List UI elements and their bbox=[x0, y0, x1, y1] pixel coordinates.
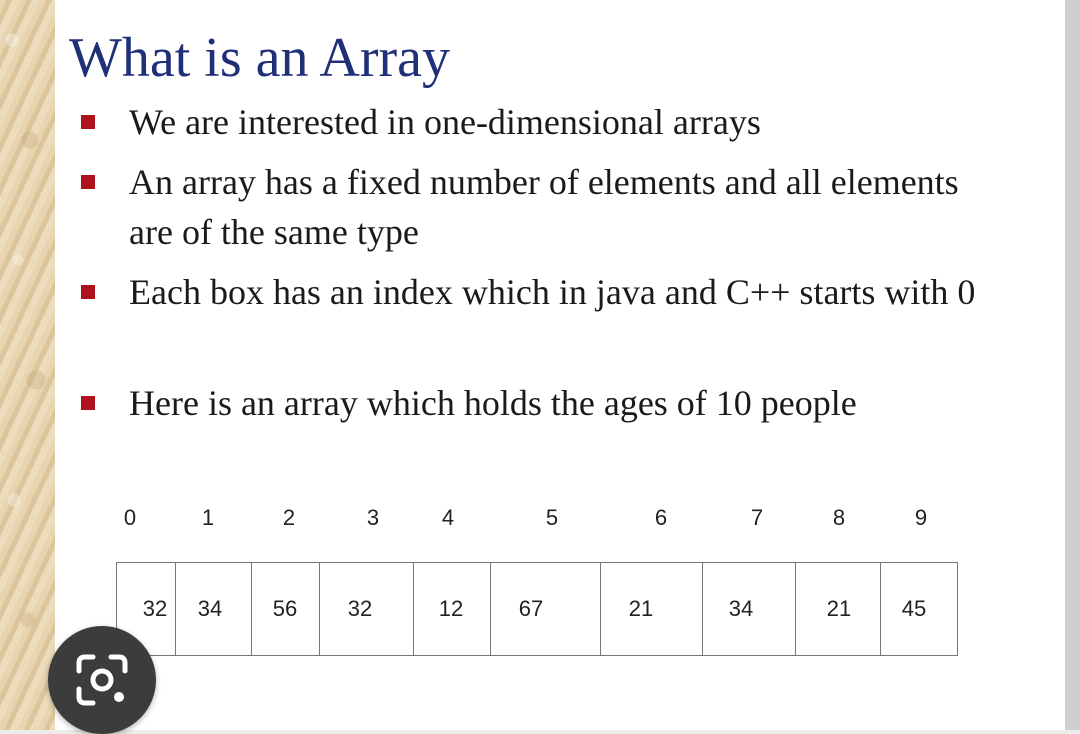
slide-title: What is an Array bbox=[69, 27, 450, 89]
array-cell-value: 34 bbox=[197, 596, 223, 621]
array-cell-value: 34 bbox=[728, 596, 754, 621]
array-index-label: 6 bbox=[654, 505, 668, 530]
array-cell-value: 32 bbox=[347, 596, 373, 621]
array-cell-value: 21 bbox=[628, 596, 654, 621]
array-index-label: 9 bbox=[914, 505, 928, 530]
array-index-label: 2 bbox=[282, 505, 296, 530]
array-cell-value: 12 bbox=[438, 596, 464, 621]
array-index-label: 7 bbox=[750, 505, 764, 530]
lens-button[interactable] bbox=[48, 626, 156, 734]
array-cell-value: 56 bbox=[272, 596, 298, 621]
bullet-marker-icon bbox=[81, 115, 95, 129]
array-cell-value: 67 bbox=[518, 596, 544, 621]
bullet-marker-icon bbox=[81, 396, 95, 410]
right-edge bbox=[1065, 0, 1080, 730]
bullet-text: Each box has an index which in java and C++ starts with 0 bbox=[129, 272, 976, 312]
google-lens-icon bbox=[73, 651, 131, 709]
array-index-label: 1 bbox=[201, 505, 215, 530]
array-index-label: 8 bbox=[832, 505, 846, 530]
bullet-marker-icon bbox=[81, 175, 95, 189]
array-index-row bbox=[55, 505, 1065, 535]
array-index-label: 5 bbox=[545, 505, 559, 530]
array-cell-value: 21 bbox=[826, 596, 852, 621]
array-diagram bbox=[55, 562, 1065, 658]
array-cell-value: 32 bbox=[142, 596, 168, 621]
bullet-marker-icon bbox=[81, 285, 95, 299]
bullet-text: Here is an array which holds the ages of 10 people bbox=[129, 383, 857, 423]
slide bbox=[55, 0, 1065, 730]
bullet-text: An array has a fixed number of elements and all elements are of the same type bbox=[129, 162, 959, 252]
array-index-label: 4 bbox=[441, 505, 455, 530]
array-cell-value: 45 bbox=[901, 596, 927, 621]
array-index-label: 3 bbox=[366, 505, 380, 530]
array-index-label: 0 bbox=[123, 505, 137, 530]
background-texture bbox=[0, 0, 55, 730]
bullet-text: We are interested in one-dimensional arrays bbox=[129, 102, 761, 142]
